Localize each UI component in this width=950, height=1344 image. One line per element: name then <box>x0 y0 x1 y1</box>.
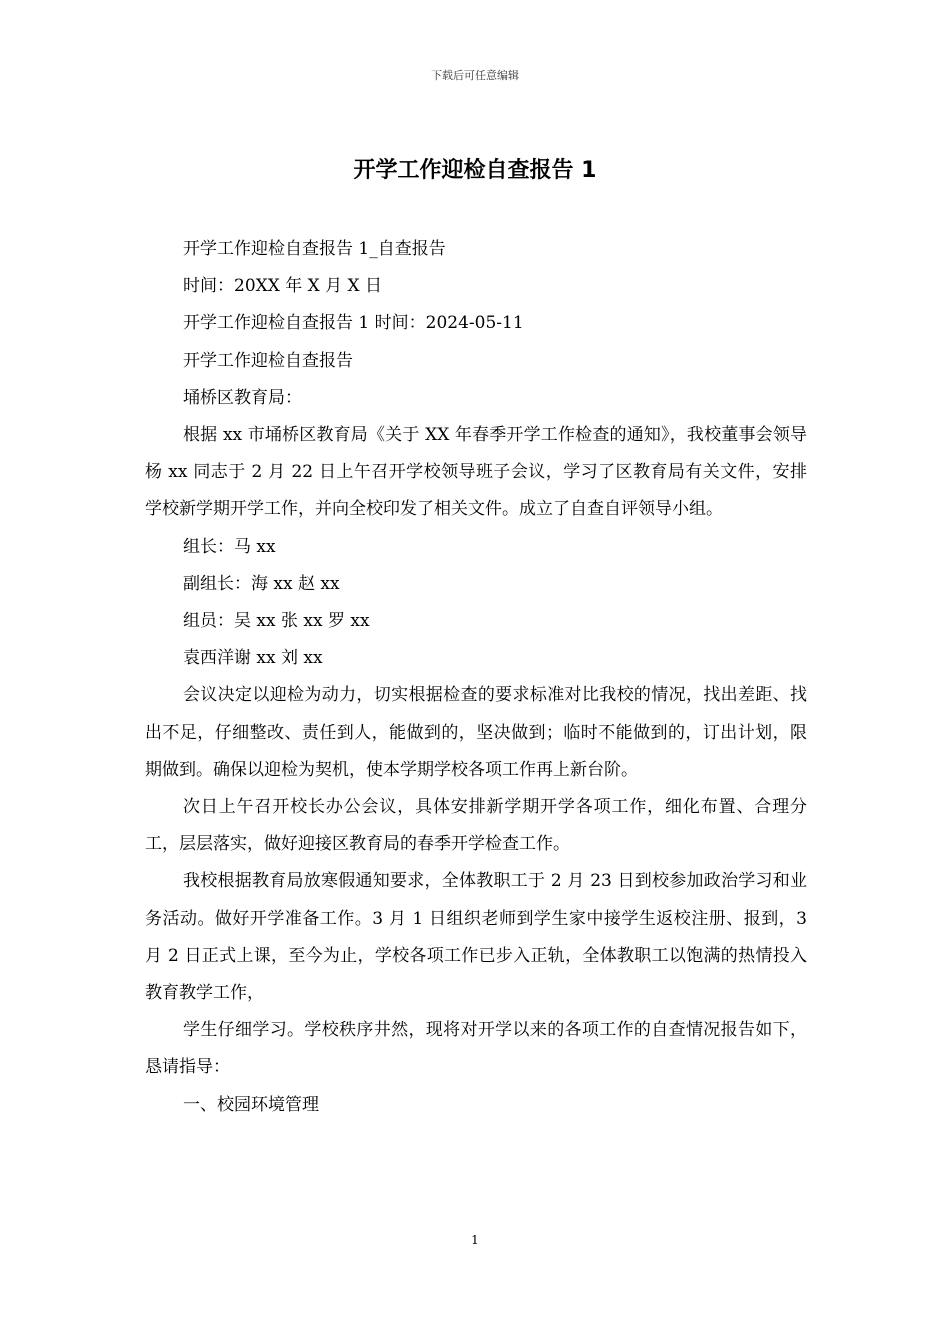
page-number: 1 <box>471 1233 479 1247</box>
document-body <box>145 231 807 1124</box>
paragraph: 副组长：海 xx 赵 xx <box>183 573 340 594</box>
paragraph: 开学工作迎检自查报告 1 时间：2024-05-11 <box>183 313 524 334</box>
paragraph: 组长：马 xx <box>183 536 276 557</box>
paragraph: 根据 xx 市埇桥区教育局《关于 XX 年春季开学工作检查的通知》，我校董事会领导杨 xx 同志于 2 月 22 日上午召开学校领导班子会议，学习了区教育局有关文件，安排学校新学期开学工作，并向全校印发了相关文件。成立了自查自评领导小组。 <box>145 425 807 520</box>
paragraph: 组员：吴 xx 张 xx 罗 xx <box>183 611 370 632</box>
paragraph: 袁西洋谢 xx 刘 xx <box>183 648 323 669</box>
paragraph: 开学工作迎检自查报告 1_自查报告 <box>183 239 446 259</box>
paragraph: 时间：20XX 年 X 月 X 日 <box>183 276 383 297</box>
paragraph: 次日上午召开校长办公会议，具体安排新学期开学各项工作，细化布置、合理分工，层层落实，做好迎接区教育局的春季开学检查工作。 <box>145 797 807 855</box>
document-title: 开学工作迎检自查报告 1 <box>353 158 597 183</box>
paragraph: 学生仔细学习。学校秩序井然，现将对开学以来的各项工作的自查情况报告如下，恳请指导： <box>145 1020 807 1078</box>
paragraph: 开学工作迎检自查报告 <box>183 350 353 371</box>
paragraph: 我校根据教育局放寒假通知要求，全体教职工于 2 月 23 日到校参加政治学习和业务活动。做好开学准备工作。3 月 1 日组织老师到学生家中接学生返校注册、报到，3 月 2 日正式上课，至今为止，学校各项工作已步入正轨，全体教职工以饱满的热情投入教育教学工作， <box>145 871 807 1004</box>
paragraph: 埇桥区教育局： <box>183 387 302 408</box>
paragraph: 会议决定以迎检为动力，切实根据检查的要求标准对比我校的情况，找出差距、找出不足，仔细整改、责任到人，能做到的，坚决做到；临时不能做到的，订出计划，限期做到。确保以迎检为契机，使本学期学校各项工作再上新台阶。 <box>145 685 807 780</box>
header-note: 下载后可任意编辑 <box>431 69 519 82</box>
paragraph: 一、校园环境管理 <box>183 1094 319 1115</box>
